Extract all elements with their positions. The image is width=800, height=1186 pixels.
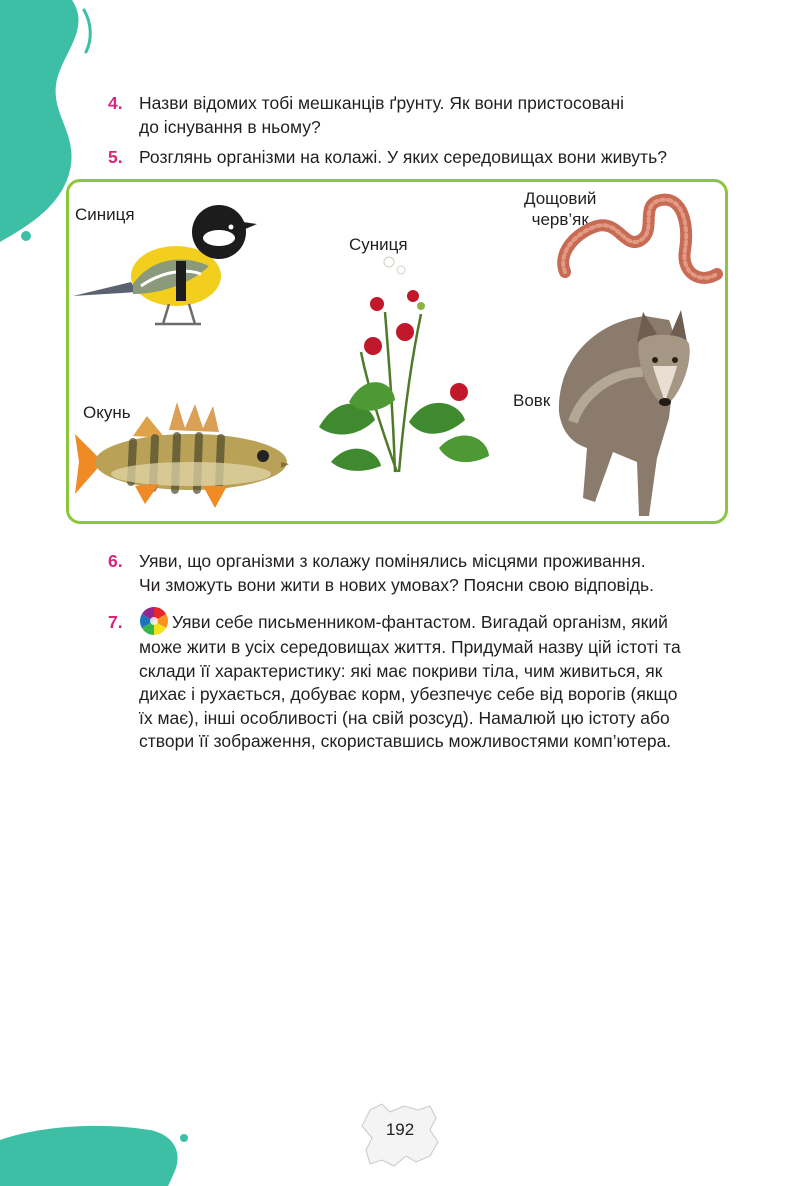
question-text: Чи зможуть вони жити в нових умовах? Поясни свою відповідь. [139,574,654,595]
question-5 [108,146,732,170]
strawberry-illustration [309,252,499,477]
label-worm-line2: черв’як [531,210,589,229]
page-number-badge [360,1102,440,1168]
question-6 [108,550,732,597]
question-text: створи її зображення, скориставшись можливостями комп’ютера. [139,731,672,751]
question-number: 7. [108,612,123,632]
question-number: 5. [108,147,123,167]
wolf-illustration [553,302,703,524]
earthworm-illustration [557,192,727,297]
question-text: Уяви, що організми з колажу помінялись місцями проживання. [139,551,646,571]
question-7 [108,606,732,754]
question-text: їх має), інші особливості (на свій розсуд). Намалюй цю істоту або [139,707,670,728]
perch-illustration [73,400,295,512]
question-text: склади її характеристику: які має покриви тіла, чим живиться, як [139,660,663,681]
question-text: може жити в усіх середовищах життя. Придумай назву цій істоті та [139,637,681,657]
question-text: дихає і рухається, добуває корм, убезпечує себе від ворогів (якщо [139,684,678,704]
question-text: Розглянь організми на колажі. У яких середовищах вони живуть? [139,147,667,167]
question-text: до існування в ньому? [139,116,321,137]
label-strawberry: Суниця [349,235,408,254]
label-perch: Окунь [83,403,131,422]
corner-decoration-bottom [0,1118,200,1186]
question-text: Назви відомих тобі мешканців ґрунту. Як вони пристосовані [139,93,625,113]
question-text: Уяви себе письменником-фантастом. Вигадай організм, який [172,612,668,632]
question-number: 6. [108,551,123,571]
page-number: 192 [385,1120,415,1139]
label-worm-line1: Дощовий [524,189,597,208]
organism-collage [66,179,728,524]
label-tit: Синиця [75,205,135,224]
question-number: 4. [108,93,123,113]
color-wheel-icon [139,606,169,636]
label-wolf: Вовк [513,391,551,410]
tit-illustration [71,196,261,331]
question-4 [108,92,732,139]
